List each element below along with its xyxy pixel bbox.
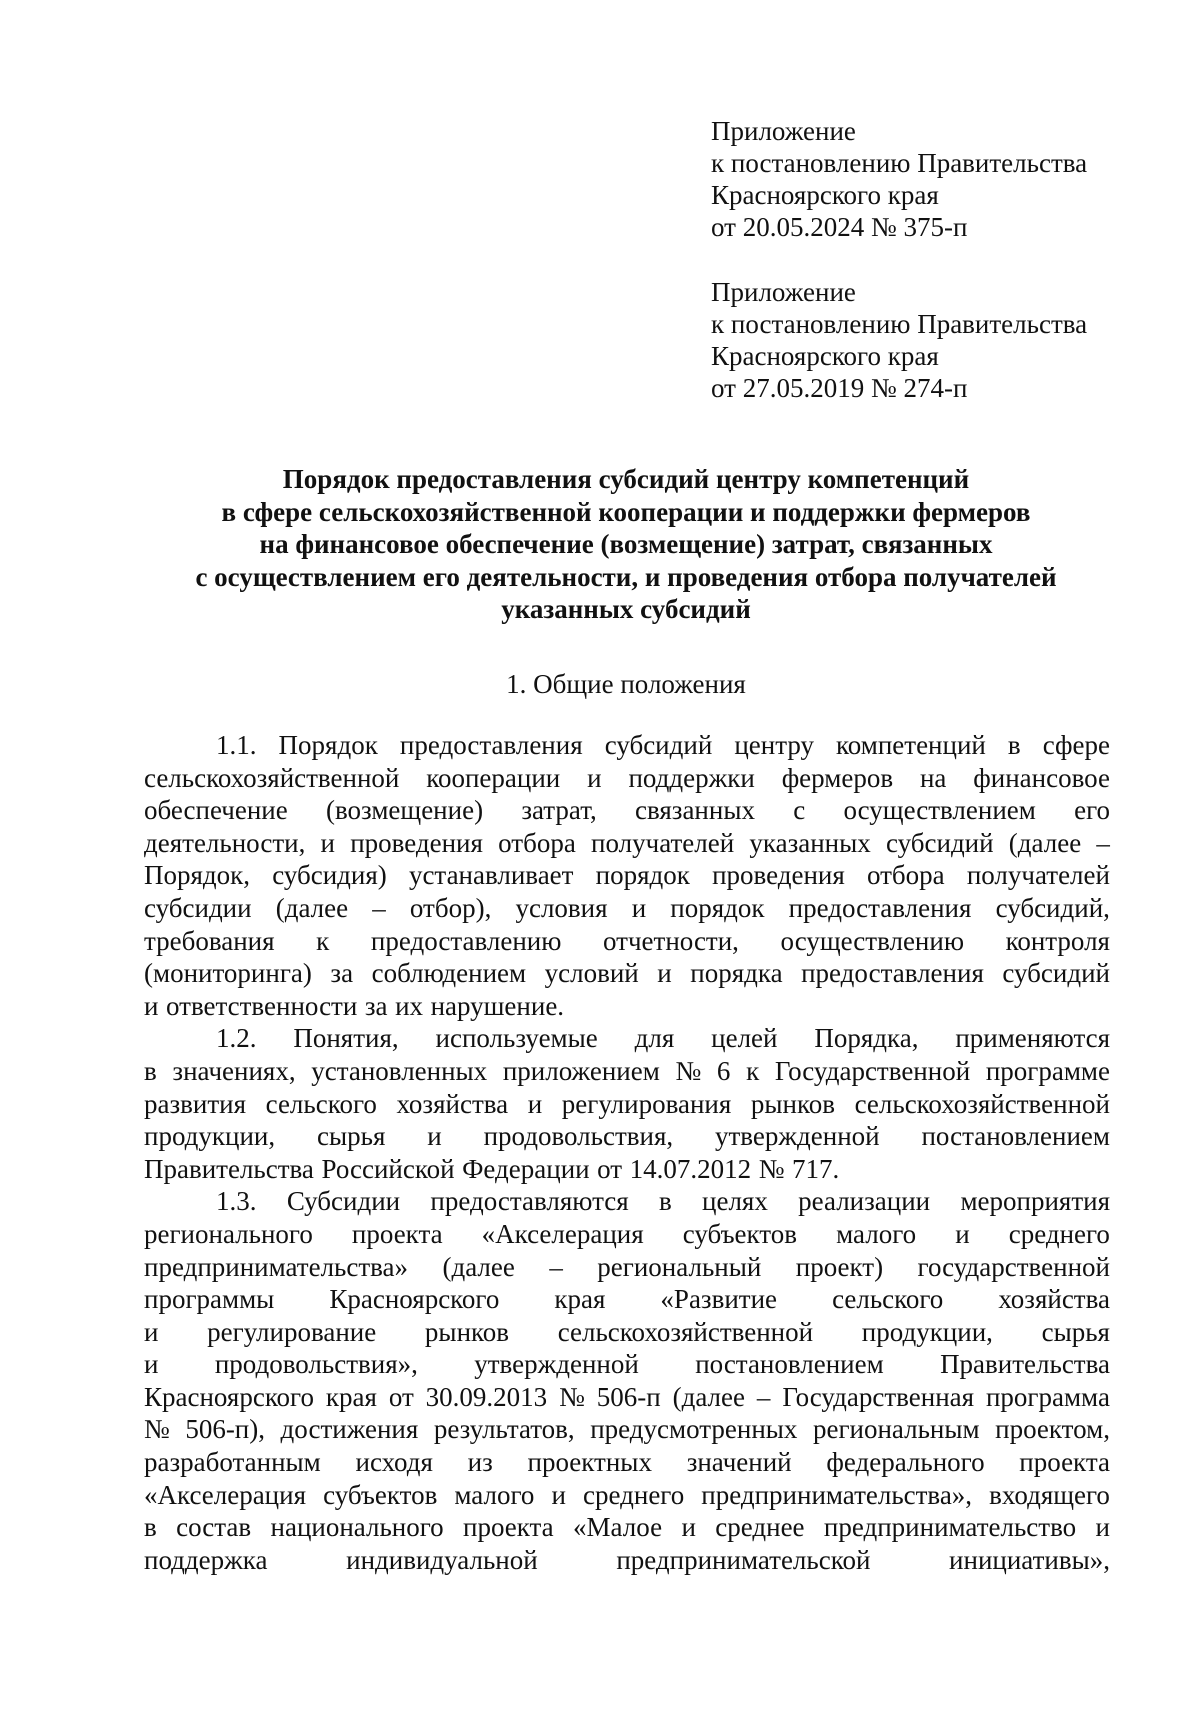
word: в [1007, 730, 1021, 760]
word: Красноярского [144, 1381, 314, 1412]
title-line: на финансовое обеспечение (возмещение) затрат, связанных [259, 529, 993, 559]
word: проведения [350, 827, 483, 858]
word: требования [144, 925, 275, 956]
attachment-line: Приложение [711, 116, 856, 146]
word: предоставлению [370, 925, 562, 956]
word: в [144, 1512, 157, 1543]
word: деятельности, [144, 827, 306, 858]
word: 1.3. [216, 1186, 257, 1217]
body-line [144, 1283, 1110, 1316]
word: регионального [144, 1218, 313, 1249]
body-line [144, 1218, 1110, 1251]
word: – [549, 1251, 563, 1282]
word: за [364, 990, 388, 1021]
body-line [144, 827, 1110, 860]
word: края [554, 1284, 606, 1315]
word: предоставления [399, 730, 583, 760]
word: национального [270, 1512, 444, 1543]
word: порядок [595, 860, 690, 891]
body-line [144, 1348, 1110, 1381]
body-line [144, 1153, 1110, 1186]
word: и [527, 1088, 543, 1119]
word: проекта [1019, 1447, 1110, 1478]
word: (далее [275, 892, 349, 923]
attachment-line: от 20.05.2024 № 375-п [711, 212, 968, 242]
word: утвержденной [474, 1349, 639, 1380]
word: индивидуальной [346, 1544, 538, 1575]
word: значений [686, 1447, 792, 1478]
word: сельского [832, 1284, 944, 1315]
word: регулирование [207, 1316, 377, 1347]
word: предоставления [801, 958, 984, 989]
word: и [631, 892, 647, 923]
word: и [144, 990, 159, 1021]
word: региональным [812, 1414, 980, 1445]
word: «Акселерация [144, 1479, 306, 1510]
word: устанавливает [408, 860, 574, 891]
word: № [758, 1153, 785, 1184]
word: и [144, 1316, 159, 1347]
word: малого [836, 1218, 917, 1249]
word: фермеров [781, 762, 894, 793]
word: – [372, 892, 386, 923]
word: постановлением [695, 1349, 884, 1380]
word: в [658, 1186, 672, 1217]
word: их [395, 990, 424, 1021]
body-line [144, 1185, 1110, 1218]
word: субсидии [144, 892, 252, 923]
word: условий [544, 958, 639, 989]
word: к [746, 1055, 760, 1086]
body-line [144, 1055, 1110, 1088]
word: субсидий [1002, 958, 1110, 989]
word: постановлением [921, 1121, 1110, 1152]
word: федерального [826, 1447, 985, 1478]
word: Порядка, [814, 1023, 919, 1054]
word: регулирования [561, 1088, 732, 1119]
word: проект) [795, 1251, 884, 1282]
word: рынков [750, 1088, 835, 1119]
word: Федерации [462, 1153, 590, 1184]
body-line [144, 859, 1110, 892]
body-text [144, 729, 1110, 1576]
word: связанных [634, 795, 755, 826]
body-line [144, 1022, 1110, 1055]
word: поддержки [628, 762, 755, 793]
word: проекта [351, 1218, 443, 1249]
word: «Малое [573, 1512, 663, 1543]
word: № [559, 1381, 585, 1412]
word: (далее [442, 1251, 515, 1282]
body-line [144, 1479, 1110, 1512]
body-line [144, 1316, 1110, 1349]
word: 506-п [596, 1381, 661, 1412]
word: его [1074, 795, 1110, 826]
word: № [675, 1055, 702, 1086]
word: Правительства [940, 1349, 1110, 1380]
attachment-line: к постановлению Правительства [711, 148, 1088, 178]
word: и [681, 1512, 696, 1543]
word: состав [176, 1512, 252, 1543]
word: – [1096, 827, 1110, 858]
word: края [325, 1381, 377, 1412]
word: Красноярского [329, 1284, 500, 1315]
word: порядка [690, 958, 783, 989]
word: 14.07.2012 [629, 1153, 752, 1184]
word: инициативы», [949, 1544, 1110, 1575]
word: отбор), [409, 892, 492, 923]
word: 1.1. [216, 730, 257, 760]
word: к [316, 925, 330, 956]
word: сельскохозяйственной [854, 1088, 1110, 1119]
word: получателей [966, 860, 1110, 891]
word: обеспечение [144, 795, 288, 826]
word: предпринимательства» [144, 1251, 409, 1282]
word: отбора [866, 860, 945, 891]
word: (далее [1008, 827, 1082, 858]
word: указанных [749, 827, 871, 858]
word: поддержка [144, 1544, 268, 1575]
word: условия [515, 892, 608, 923]
word: контроля [1005, 925, 1110, 956]
word: и [657, 958, 672, 989]
word: продовольствия, [483, 1121, 674, 1152]
attachment-line: к постановлению Правительства [711, 309, 1088, 339]
word: продукции, [861, 1316, 993, 1347]
body-line [144, 990, 1110, 1023]
word: целях [702, 1186, 768, 1217]
body-line [144, 925, 1110, 958]
word: установленных [311, 1055, 488, 1086]
word: за [330, 958, 354, 989]
word: сырья [1041, 1316, 1110, 1347]
word: используемые [435, 1023, 598, 1054]
word: проектом, [995, 1414, 1110, 1445]
word: на [919, 762, 947, 793]
body-line [144, 1544, 1110, 1577]
document-title [140, 463, 1112, 626]
attachment-block-original [711, 276, 1087, 404]
section-heading: 1. Общие положения [506, 669, 746, 699]
word: от [388, 1381, 414, 1412]
word: Государственная [782, 1381, 975, 1412]
word: сельскохозяйственной [557, 1316, 814, 1347]
word: целей [711, 1023, 778, 1054]
word: рынков [424, 1316, 510, 1347]
word: разработанным [144, 1447, 321, 1478]
word: предусмотренных [590, 1414, 798, 1445]
title-line: Порядок предоставления субсидий центру компетенций [282, 464, 970, 494]
word: 6 [716, 1055, 731, 1086]
word: входящего [989, 1479, 1110, 1510]
body-line [144, 729, 1110, 762]
word: среднее [715, 1512, 805, 1543]
word: затрат, [521, 795, 597, 826]
word: исходя [355, 1447, 433, 1478]
word: осуществлению [780, 925, 964, 956]
word: (мониторинга) [144, 958, 312, 989]
word: 506-п), [185, 1414, 265, 1445]
word: предоставляются [430, 1186, 629, 1217]
word: «Акселерация [481, 1218, 644, 1249]
body-line [144, 1446, 1110, 1479]
word: с [793, 795, 806, 826]
word: субъектов [323, 1479, 438, 1510]
word: утвержденной [715, 1121, 880, 1152]
word: центру [734, 730, 814, 760]
body-line [144, 794, 1110, 827]
word: в [144, 1055, 157, 1086]
word: проведения [712, 860, 845, 891]
word: отчетности, [603, 925, 739, 956]
word: кооперации [426, 762, 561, 793]
word: отбора [498, 827, 576, 858]
word: проекта [463, 1512, 554, 1543]
word: и [427, 1121, 442, 1152]
body-line [144, 1251, 1110, 1284]
word: соблюдением [371, 958, 527, 989]
body-line [144, 957, 1110, 990]
body-line [144, 892, 1110, 925]
title-line: указанных субсидий [501, 594, 751, 624]
word: Порядок [278, 730, 378, 760]
word: 1.2. [216, 1023, 257, 1054]
word: Понятия, [293, 1023, 399, 1054]
word: сельского [265, 1088, 377, 1119]
word: ответственности [166, 990, 358, 1021]
word: хозяйства [396, 1088, 509, 1119]
word: нарушение. [430, 990, 565, 1021]
word: реализации [798, 1186, 931, 1217]
body-line [144, 1088, 1110, 1121]
word: проектных [527, 1447, 652, 1478]
attachment-line: от 27.05.2019 № 274-п [711, 373, 968, 403]
word: результатов, [433, 1414, 575, 1445]
word: региональный [597, 1251, 762, 1282]
word: продукции, [144, 1121, 276, 1152]
word: программе [985, 1055, 1110, 1086]
word: среднего [583, 1479, 685, 1510]
word: (далее [672, 1381, 746, 1412]
word: и [320, 827, 335, 858]
word: хозяйства [998, 1284, 1110, 1315]
word: малого [454, 1479, 535, 1510]
word: субъектов [682, 1218, 797, 1249]
attachment-line: Красноярского края [711, 180, 939, 210]
word: 30.09.2013 [425, 1381, 548, 1412]
word: значениях, [172, 1055, 296, 1086]
word: Субсидии [286, 1186, 401, 1217]
word: финансовое [973, 762, 1110, 793]
word: компетенций [836, 730, 986, 760]
word: сырья [317, 1121, 386, 1152]
word: и [144, 1349, 159, 1380]
word: получателей [591, 827, 735, 858]
word: и [587, 762, 602, 793]
word: и [955, 1218, 970, 1249]
word: предоставления [788, 892, 972, 923]
word: государственной [917, 1251, 1110, 1282]
body-line [144, 1381, 1110, 1414]
word: Порядок, [144, 860, 251, 891]
word: программа [985, 1381, 1110, 1412]
word: субсидий, [995, 892, 1110, 923]
word: Российской [321, 1153, 455, 1184]
body-line [144, 1511, 1110, 1544]
attachment-line: Приложение [711, 277, 856, 307]
word: «Развитие [660, 1284, 778, 1315]
word: предпринимательство [823, 1512, 1077, 1543]
word: для [634, 1023, 675, 1054]
attachment-line: Красноярского края [711, 341, 939, 371]
word: субсидия) [272, 860, 387, 891]
body-line [144, 1413, 1110, 1446]
body-line [144, 762, 1110, 795]
word: развития [144, 1088, 247, 1119]
word: применяются [955, 1023, 1110, 1054]
word: предпринимательской [616, 1544, 871, 1575]
word: сельскохозяйственной [144, 762, 400, 793]
word: и [1095, 1512, 1110, 1543]
word: субсидий [886, 827, 994, 858]
word: осуществлением [843, 795, 1036, 826]
word: продовольствия», [214, 1349, 418, 1380]
word: предпринимательства», [701, 1479, 973, 1510]
word: субсидий [604, 730, 713, 760]
word: сфере [1042, 730, 1110, 760]
word: порядок [670, 892, 765, 923]
word: из [467, 1447, 493, 1478]
word: и [551, 1479, 566, 1510]
word: № [144, 1414, 170, 1445]
attachment-block-current [711, 115, 1087, 243]
word: программы [144, 1284, 275, 1315]
word: 717. [792, 1153, 840, 1184]
word: от [597, 1153, 623, 1184]
word: достижения [280, 1414, 419, 1445]
title-line: с осуществлением его деятельности, и проведения отбора получателей [195, 561, 1057, 592]
word: – [756, 1381, 771, 1412]
word: Правительства [144, 1153, 314, 1184]
body-line [144, 1120, 1110, 1153]
word: (возмещение) [326, 795, 484, 826]
word: приложением [502, 1055, 660, 1086]
word: Государственной [774, 1055, 971, 1086]
word: мероприятия [960, 1186, 1110, 1217]
word: среднего [1008, 1218, 1110, 1249]
title-line: в сфере сельскохозяйственной кооперации и поддержки фермеров [221, 496, 1031, 527]
